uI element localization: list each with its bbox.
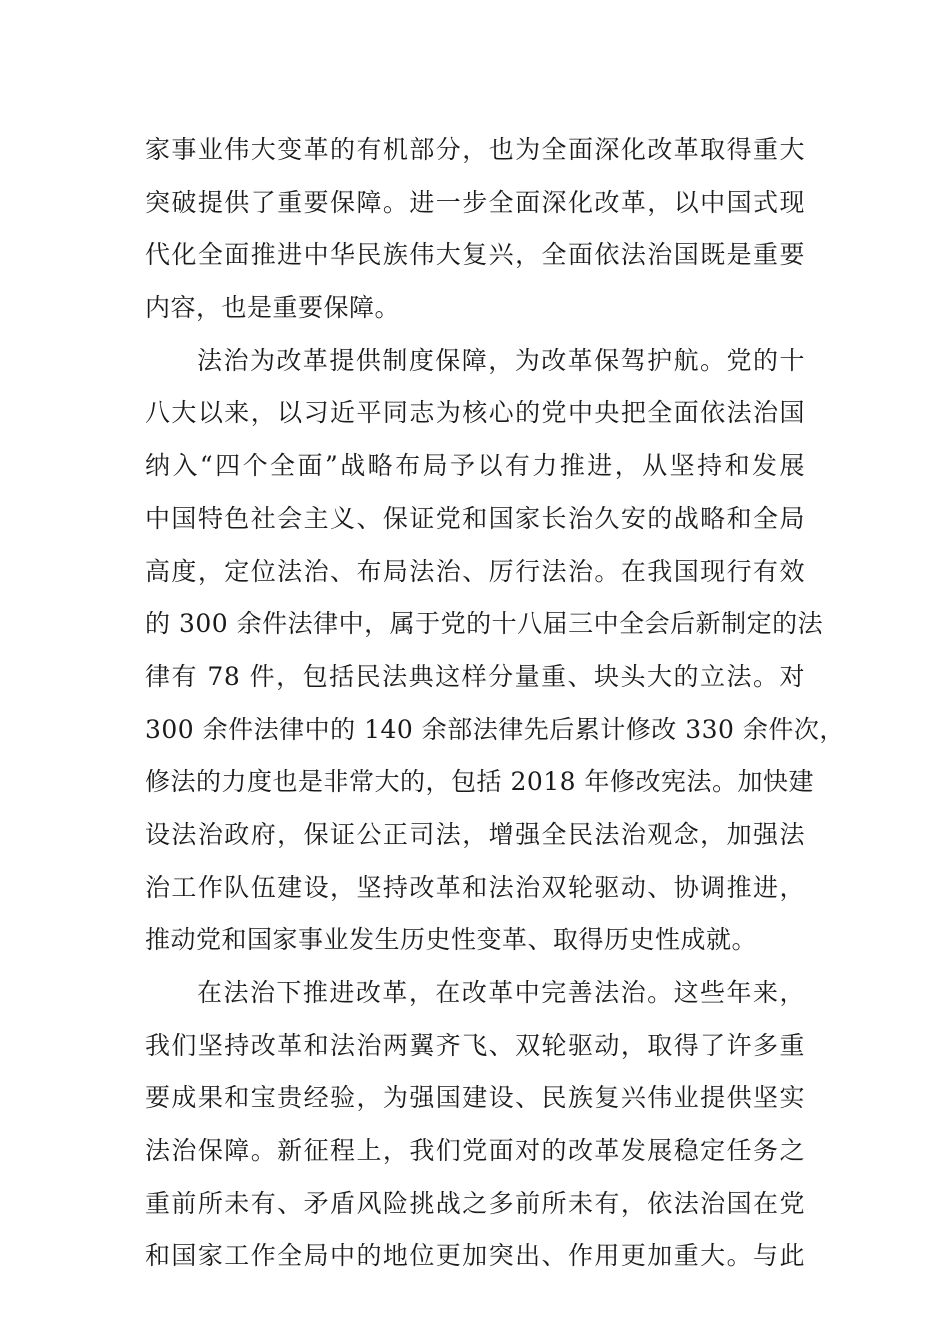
text-line: 内容，也是重要保障。: [145, 293, 401, 323]
text-line: 纳入“四个全面”战略布局予以有力推进，从坚持和发展: [145, 451, 805, 481]
paragraph: [145, 967, 805, 1283]
text-line: 要成果和宝贵经验，为强国建设、民族复兴伟业提供坚实: [145, 1083, 805, 1113]
text-line: 300 余件法律中的 140 余部法律先后累计修改 330 余件次，: [145, 714, 845, 744]
text-line: 重前所未有、矛盾风险挑战之多前所未有，依法治国在党: [145, 1188, 805, 1218]
paragraph: [145, 335, 845, 967]
text-line: 代化全面推进中华民族伟大复兴，全面依法治国既是重要: [145, 240, 805, 270]
text-line: 家事业伟大变革的有机部分，也为全面深化改革取得重大: [145, 135, 805, 164]
text-line: 八大以来，以习近平同志为核心的党中央把全面依法治国: [145, 398, 805, 428]
text-line: 和国家工作全局中的地位更加突出、作用更加重大。与此: [145, 1241, 805, 1271]
text-line: 推动党和国家事业发生历史性变革、取得历史性成就。: [145, 925, 758, 955]
text-line: 突破提供了重要保障。进一步全面深化改革，以中国式现: [145, 187, 805, 217]
text-line: 中国特色社会主义、保证党和国家长治久安的战略和全局: [145, 503, 805, 533]
paragraph: [145, 124, 805, 335]
text-line: 治工作队伍建设，坚持改革和法治双轮驱动、协调推进，: [145, 872, 805, 902]
text-line: 法治为改革提供制度保障，为改革保驾护航。党的十: [197, 345, 805, 375]
text-line: 设法治政府，保证公正司法，增强全民法治观念，加强法: [145, 819, 805, 849]
body-text: [145, 124, 845, 1283]
text-line: 高度，定位法治、布局法治、厉行法治。在我国现行有效: [145, 556, 805, 586]
text-line: 在法治下推进改革，在改革中完善法治。这些年来，: [197, 978, 805, 1007]
text-line: 我们坚持改革和法治两翼齐飞、双轮驱动，取得了许多重: [145, 1030, 805, 1060]
text-line: 律有 78 件，包括民法典这样分量重、块头大的立法。对: [145, 661, 805, 691]
text-line: 的 300 余件法律中，属于党的十八届三中全会后新制定的法: [145, 609, 824, 639]
text-line: 修法的力度也是非常大的，包括 2018 年修改宪法。加快建: [145, 767, 815, 797]
text-line: 法治保障。新征程上，我们党面对的改革发展稳定任务之: [145, 1136, 805, 1166]
